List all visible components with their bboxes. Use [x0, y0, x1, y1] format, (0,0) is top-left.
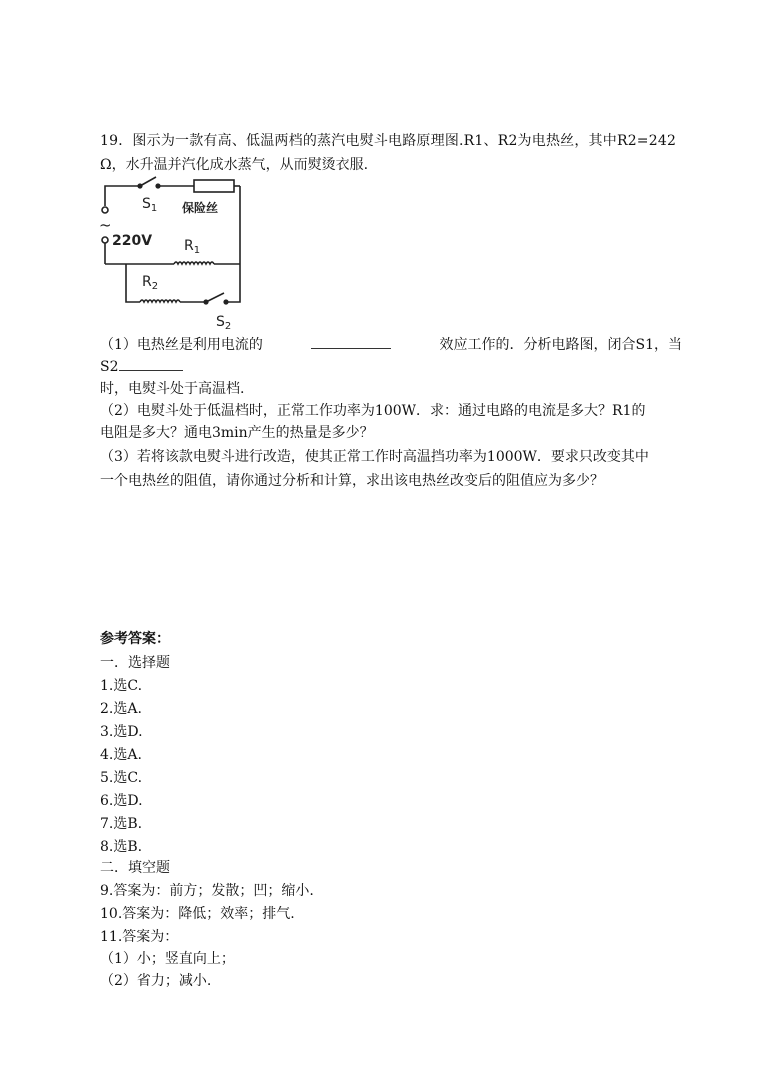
- r2-label: $R_2$: [142, 274, 159, 292]
- answers-title: 参考答案：: [100, 631, 170, 647]
- answer-line: 一．选择题: [100, 655, 170, 671]
- answer-line: 二．填空题: [100, 860, 170, 876]
- question-19-part-2-line-2: 电阻是多大？通电3min产生的热量是多少？: [100, 425, 374, 441]
- part-1-prefix: （1）电热丝是利用电流的: [100, 337, 263, 353]
- answer-blank-2[interactable]: [119, 356, 183, 371]
- part-1-mid: 效应工作的．分析电路图，闭合S1，当: [439, 337, 682, 353]
- answer-blank-1[interactable]: [311, 334, 391, 349]
- question-19-part-1-line-3: 时，电熨斗处于高温档.: [100, 381, 245, 397]
- question-19-line-1: 19．图示为一款有高、低温两档的蒸汽电熨斗电路原理图.R1、R2为电热丝，其中R2=242: [100, 133, 677, 149]
- voltage-label: 220V: [112, 233, 153, 249]
- answer-line: 1.选C.: [100, 678, 143, 694]
- question-19-line-2: Ω，水升温并汽化成水蒸气，从而熨烫衣服.: [100, 157, 369, 173]
- answer-line: 2.选A.: [100, 701, 142, 717]
- answer-line: 8.选B.: [100, 839, 143, 855]
- ac-symbol: ~: [99, 216, 112, 234]
- answer-line: 6.选D.: [100, 793, 143, 809]
- switch-s1-label: $S_1$: [142, 196, 158, 214]
- question-19-part-1-line-1: [100, 334, 682, 356]
- answer-line: 10.答案为：降低；效率；排气.: [100, 906, 295, 922]
- answer-line: （1）小；竖直向上；: [100, 951, 235, 967]
- question-19-part-1-line-2: [100, 356, 183, 378]
- circuit-diagram: [92, 172, 252, 334]
- answer-line: 7.选B.: [100, 816, 143, 832]
- answer-line: （2）省力；减小.: [100, 973, 212, 989]
- answer-line: 5.选C.: [100, 770, 143, 786]
- answer-line: 3.选D.: [100, 724, 143, 740]
- fuse-label: 保险丝: [182, 201, 219, 215]
- answer-line: 11.答案为：: [100, 929, 179, 945]
- part-1-s2: S2: [100, 359, 119, 375]
- question-19-part-3-line-2: 一个电热丝的阻值，请你通过分析和计算，求出该电热丝改变后的阻值应为多少？: [100, 473, 604, 489]
- question-19-part-3-line-1: （3）若将该款电熨斗进行改造，使其正常工作时高温挡功率为1000W．要求只改变其中: [100, 449, 649, 465]
- answer-line: 4.选A.: [100, 747, 142, 763]
- answer-line: 9.答案为：前方；发散；凹；缩小.: [100, 883, 314, 899]
- r1-label: $R_1$: [184, 238, 201, 256]
- switch-s2-label: $S_2$: [216, 314, 232, 332]
- question-19-part-2-line-1: （2）电熨斗处于低温档时，正常工作功率为100W．求：通过电路的电流是多大？R1的: [100, 403, 646, 419]
